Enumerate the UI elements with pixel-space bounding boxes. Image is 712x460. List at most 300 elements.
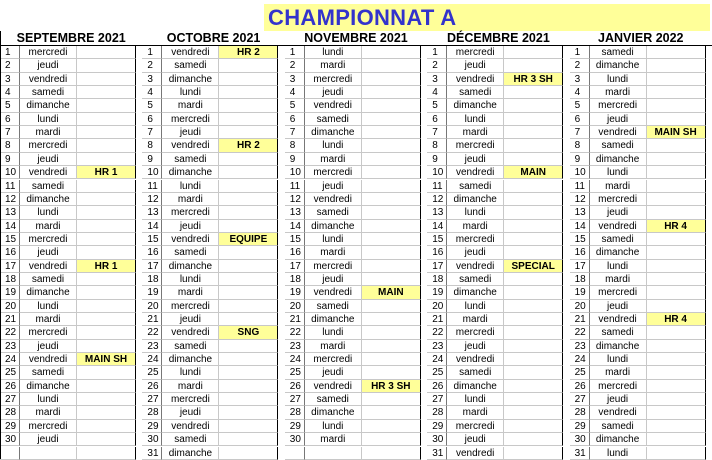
day-row — [427, 433, 569, 446]
day-number: 12 — [570, 193, 590, 206]
weekday: mercredi — [162, 393, 219, 406]
day-row — [0, 246, 142, 259]
day-number: 1 — [0, 46, 20, 59]
day-row — [570, 180, 712, 193]
event-cell — [647, 393, 706, 406]
day-number: 2 — [285, 59, 305, 72]
weekday: dimanche — [162, 447, 219, 460]
day-row — [0, 420, 142, 433]
day-row — [0, 406, 142, 419]
weekday: jeudi — [20, 433, 77, 446]
weekday: mardi — [590, 86, 647, 99]
day-row — [142, 99, 284, 112]
day-row — [427, 99, 569, 112]
event-cell: EQUIPE — [219, 233, 278, 246]
weekday: jeudi — [305, 366, 362, 379]
event-cell — [219, 406, 278, 419]
weekday: mardi — [590, 273, 647, 286]
weekday: mardi — [20, 313, 77, 326]
day-number: 6 — [0, 113, 20, 126]
day-number: 18 — [427, 273, 447, 286]
weekday: samedi — [20, 86, 77, 99]
day-number: 5 — [285, 99, 305, 112]
event-cell — [504, 139, 563, 152]
weekday: jeudi — [590, 300, 647, 313]
day-row — [570, 260, 712, 273]
day-row — [0, 193, 142, 206]
day-number: 2 — [0, 59, 20, 72]
day-row — [0, 206, 142, 219]
day-row — [0, 300, 142, 313]
weekday: mardi — [162, 99, 219, 112]
day-number: 13 — [285, 206, 305, 219]
day-number: 21 — [570, 313, 590, 326]
event-cell — [504, 393, 563, 406]
day-row — [427, 126, 569, 139]
day-row — [570, 193, 712, 206]
event-cell — [647, 246, 706, 259]
weekday: jeudi — [447, 433, 504, 446]
event-cell — [219, 193, 278, 206]
month-header: NOVEMBRE 2021 — [285, 31, 427, 46]
day-number: 4 — [142, 86, 162, 99]
day-number: 23 — [0, 340, 20, 353]
day-number: 6 — [427, 113, 447, 126]
weekday: mercredi — [162, 300, 219, 313]
event-cell: HR 2 — [219, 46, 278, 59]
weekday: dimanche — [305, 313, 362, 326]
day-row — [427, 73, 569, 86]
day-row — [570, 353, 712, 366]
event-cell — [647, 113, 706, 126]
day-number: 20 — [285, 300, 305, 313]
event-cell — [504, 46, 563, 59]
day-row — [285, 99, 427, 112]
event-cell — [504, 420, 563, 433]
day-row — [285, 180, 427, 193]
day-number: 7 — [570, 126, 590, 139]
weekday: samedi — [20, 180, 77, 193]
day-number: 1 — [570, 46, 590, 59]
day-row — [142, 313, 284, 326]
day-number: 12 — [0, 193, 20, 206]
day-row — [0, 113, 142, 126]
event-cell — [219, 73, 278, 86]
day-row — [142, 246, 284, 259]
day-number: 7 — [427, 126, 447, 139]
day-number: 21 — [285, 313, 305, 326]
weekday: mardi — [447, 220, 504, 233]
day-number: 10 — [285, 166, 305, 179]
event-cell — [219, 99, 278, 112]
weekday: jeudi — [305, 86, 362, 99]
day-number: 7 — [142, 126, 162, 139]
day-number: 31 — [570, 447, 590, 460]
event-cell — [647, 326, 706, 339]
day-row — [142, 340, 284, 353]
day-row — [142, 260, 284, 273]
day-row — [285, 326, 427, 339]
day-row — [285, 366, 427, 379]
weekday: dimanche — [590, 153, 647, 166]
weekday: lundi — [20, 113, 77, 126]
weekday: vendredi — [590, 313, 647, 326]
event-cell — [219, 126, 278, 139]
day-row — [142, 126, 284, 139]
day-row — [285, 246, 427, 259]
event-cell — [504, 206, 563, 219]
weekday: mercredi — [447, 233, 504, 246]
day-row — [142, 206, 284, 219]
day-row — [142, 300, 284, 313]
day-number: 16 — [285, 246, 305, 259]
day-row — [285, 126, 427, 139]
day-row — [285, 193, 427, 206]
day-row — [427, 220, 569, 233]
day-number: 25 — [0, 366, 20, 379]
day-row — [142, 166, 284, 179]
event-cell — [647, 433, 706, 446]
day-row — [427, 406, 569, 419]
day-number: 10 — [142, 166, 162, 179]
event-cell — [647, 206, 706, 219]
event-cell — [647, 153, 706, 166]
weekday: vendredi — [447, 447, 504, 460]
day-row — [0, 353, 142, 366]
day-number: 20 — [0, 300, 20, 313]
day-row — [285, 139, 427, 152]
event-cell — [362, 99, 421, 112]
weekday: lundi — [162, 273, 219, 286]
weekday: lundi — [20, 300, 77, 313]
weekday: mardi — [305, 340, 362, 353]
weekday: samedi — [162, 433, 219, 446]
event-cell — [647, 166, 706, 179]
event-cell — [362, 326, 421, 339]
day-row — [570, 233, 712, 246]
day-number: 29 — [570, 420, 590, 433]
day-number: 29 — [142, 420, 162, 433]
day-number: 9 — [0, 153, 20, 166]
event-cell — [362, 406, 421, 419]
weekday: mercredi — [20, 420, 77, 433]
event-cell — [647, 86, 706, 99]
day-row — [0, 233, 142, 246]
day-row — [142, 380, 284, 393]
day-row — [142, 193, 284, 206]
event-cell — [647, 73, 706, 86]
weekday: lundi — [447, 206, 504, 219]
event-cell — [219, 420, 278, 433]
event-cell — [219, 166, 278, 179]
day-number: 30 — [142, 433, 162, 446]
weekday: vendredi — [305, 380, 362, 393]
day-row — [570, 113, 712, 126]
event-cell — [77, 393, 136, 406]
event-cell: HR 4 — [647, 220, 706, 233]
weekday: mardi — [20, 126, 77, 139]
weekday: jeudi — [20, 153, 77, 166]
day-number: 1 — [142, 46, 162, 59]
event-cell — [647, 380, 706, 393]
day-number: 27 — [0, 393, 20, 406]
event-cell — [362, 273, 421, 286]
weekday: samedi — [305, 113, 362, 126]
weekday: jeudi — [590, 113, 647, 126]
event-cell — [77, 180, 136, 193]
weekday: dimanche — [20, 193, 77, 206]
day-row — [285, 300, 427, 313]
day-row — [285, 420, 427, 433]
day-row — [570, 366, 712, 379]
day-row — [142, 406, 284, 419]
day-number: 24 — [0, 353, 20, 366]
day-number: 19 — [142, 286, 162, 299]
event-cell — [362, 447, 421, 460]
day-number: 29 — [0, 420, 20, 433]
day-number: 4 — [0, 86, 20, 99]
weekday: lundi — [305, 233, 362, 246]
day-number: 15 — [427, 233, 447, 246]
day-row — [142, 447, 284, 460]
day-row — [570, 380, 712, 393]
event-cell — [647, 447, 706, 460]
day-row — [142, 433, 284, 446]
day-number: 13 — [0, 206, 20, 219]
day-number: 14 — [427, 220, 447, 233]
event-cell — [647, 353, 706, 366]
event-cell — [77, 366, 136, 379]
day-row — [427, 420, 569, 433]
event-cell — [362, 193, 421, 206]
day-number: 19 — [427, 286, 447, 299]
event-cell — [362, 353, 421, 366]
event-cell — [647, 366, 706, 379]
day-number: 13 — [142, 206, 162, 219]
day-number: 25 — [285, 366, 305, 379]
event-cell — [77, 113, 136, 126]
weekday: mardi — [447, 313, 504, 326]
day-row — [427, 340, 569, 353]
day-number: 14 — [285, 220, 305, 233]
weekday: vendredi — [20, 260, 77, 273]
weekday: jeudi — [20, 246, 77, 259]
day-row — [570, 59, 712, 72]
day-number: 28 — [285, 406, 305, 419]
day-number: 5 — [142, 99, 162, 112]
day-number: 18 — [0, 273, 20, 286]
month-column — [0, 31, 142, 459]
day-number: 14 — [0, 220, 20, 233]
weekday: mardi — [590, 180, 647, 193]
weekday: vendredi — [162, 139, 219, 152]
weekday: vendredi — [162, 326, 219, 339]
weekday: mercredi — [305, 73, 362, 86]
event-cell — [362, 73, 421, 86]
event-cell — [504, 220, 563, 233]
day-row — [427, 300, 569, 313]
day-number: 12 — [427, 193, 447, 206]
weekday: mardi — [305, 246, 362, 259]
day-row — [0, 46, 142, 59]
event-cell — [362, 166, 421, 179]
event-cell — [77, 206, 136, 219]
day-row — [427, 366, 569, 379]
day-row — [0, 139, 142, 152]
day-number: 10 — [0, 166, 20, 179]
weekday: mercredi — [447, 139, 504, 152]
event-cell — [504, 153, 563, 166]
day-row — [285, 206, 427, 219]
day-row — [427, 273, 569, 286]
event-cell — [647, 46, 706, 59]
day-row — [142, 153, 284, 166]
weekday — [305, 447, 362, 460]
day-row — [570, 206, 712, 219]
event-cell — [504, 113, 563, 126]
day-number: 10 — [570, 166, 590, 179]
day-number: 5 — [570, 99, 590, 112]
day-row — [427, 59, 569, 72]
event-cell: MAIN — [504, 166, 563, 179]
event-cell — [647, 340, 706, 353]
day-row — [142, 353, 284, 366]
day-number: 27 — [142, 393, 162, 406]
event-cell — [362, 113, 421, 126]
weekday: dimanche — [447, 193, 504, 206]
day-row — [285, 313, 427, 326]
event-cell — [362, 260, 421, 273]
day-row — [0, 59, 142, 72]
day-number: 20 — [142, 300, 162, 313]
weekday: jeudi — [162, 126, 219, 139]
day-row — [285, 233, 427, 246]
day-number: 8 — [570, 139, 590, 152]
day-row — [142, 220, 284, 233]
day-number: 27 — [570, 393, 590, 406]
weekday: dimanche — [447, 99, 504, 112]
event-cell — [77, 153, 136, 166]
event-cell — [647, 233, 706, 246]
day-number: 14 — [142, 220, 162, 233]
event-cell — [504, 126, 563, 139]
weekday: dimanche — [447, 380, 504, 393]
day-number: 16 — [427, 246, 447, 259]
day-row — [0, 326, 142, 339]
day-number: 30 — [570, 433, 590, 446]
event-cell — [219, 447, 278, 460]
weekday: mercredi — [447, 326, 504, 339]
weekday: lundi — [20, 393, 77, 406]
event-cell — [362, 420, 421, 433]
day-row — [285, 406, 427, 419]
event-cell — [362, 126, 421, 139]
day-row — [142, 326, 284, 339]
day-number: 13 — [570, 206, 590, 219]
day-row — [0, 447, 142, 460]
weekday: jeudi — [447, 153, 504, 166]
day-number: 21 — [142, 313, 162, 326]
weekday: dimanche — [305, 406, 362, 419]
day-row — [142, 420, 284, 433]
weekday: dimanche — [305, 126, 362, 139]
weekday: mardi — [305, 153, 362, 166]
weekday: mercredi — [590, 99, 647, 112]
weekday: jeudi — [162, 406, 219, 419]
weekday: jeudi — [20, 59, 77, 72]
event-cell — [219, 353, 278, 366]
day-row — [570, 46, 712, 59]
weekday: vendredi — [590, 406, 647, 419]
event-cell — [77, 220, 136, 233]
day-number: 3 — [570, 73, 590, 86]
weekday: lundi — [162, 180, 219, 193]
day-number: 17 — [570, 260, 590, 273]
day-row — [142, 273, 284, 286]
event-cell — [77, 406, 136, 419]
day-number: 6 — [285, 113, 305, 126]
weekday: vendredi — [20, 166, 77, 179]
day-row — [570, 286, 712, 299]
event-cell — [504, 286, 563, 299]
day-row — [0, 166, 142, 179]
day-number: 25 — [427, 366, 447, 379]
weekday: lundi — [305, 326, 362, 339]
weekday: mardi — [162, 286, 219, 299]
day-row — [427, 447, 569, 460]
weekday: lundi — [20, 206, 77, 219]
day-row — [427, 260, 569, 273]
event-cell — [647, 286, 706, 299]
event-cell — [362, 246, 421, 259]
event-cell — [77, 139, 136, 152]
event-cell — [77, 86, 136, 99]
grid-left-border — [0, 31, 1, 459]
event-cell — [504, 86, 563, 99]
day-number: 22 — [0, 326, 20, 339]
day-number: 26 — [142, 380, 162, 393]
day-row — [142, 46, 284, 59]
month-column — [570, 31, 712, 459]
day-number: 8 — [142, 139, 162, 152]
weekday: samedi — [447, 180, 504, 193]
weekday: dimanche — [20, 380, 77, 393]
day-number: 28 — [570, 406, 590, 419]
day-row — [0, 260, 142, 273]
day-row — [427, 113, 569, 126]
weekday: vendredi — [162, 46, 219, 59]
day-number: 25 — [142, 366, 162, 379]
event-cell — [77, 273, 136, 286]
event-cell — [77, 99, 136, 112]
day-number: 11 — [570, 180, 590, 193]
event-cell — [219, 366, 278, 379]
day-number: 9 — [427, 153, 447, 166]
day-number: 31 — [142, 447, 162, 460]
event-cell: HR 1 — [77, 166, 136, 179]
weekday: mercredi — [20, 139, 77, 152]
day-row — [0, 73, 142, 86]
day-row — [285, 260, 427, 273]
event-cell — [504, 353, 563, 366]
day-row — [570, 153, 712, 166]
weekday: samedi — [162, 340, 219, 353]
weekday: mercredi — [590, 286, 647, 299]
event-cell — [219, 153, 278, 166]
day-row — [570, 406, 712, 419]
day-row — [285, 220, 427, 233]
weekday: samedi — [590, 326, 647, 339]
